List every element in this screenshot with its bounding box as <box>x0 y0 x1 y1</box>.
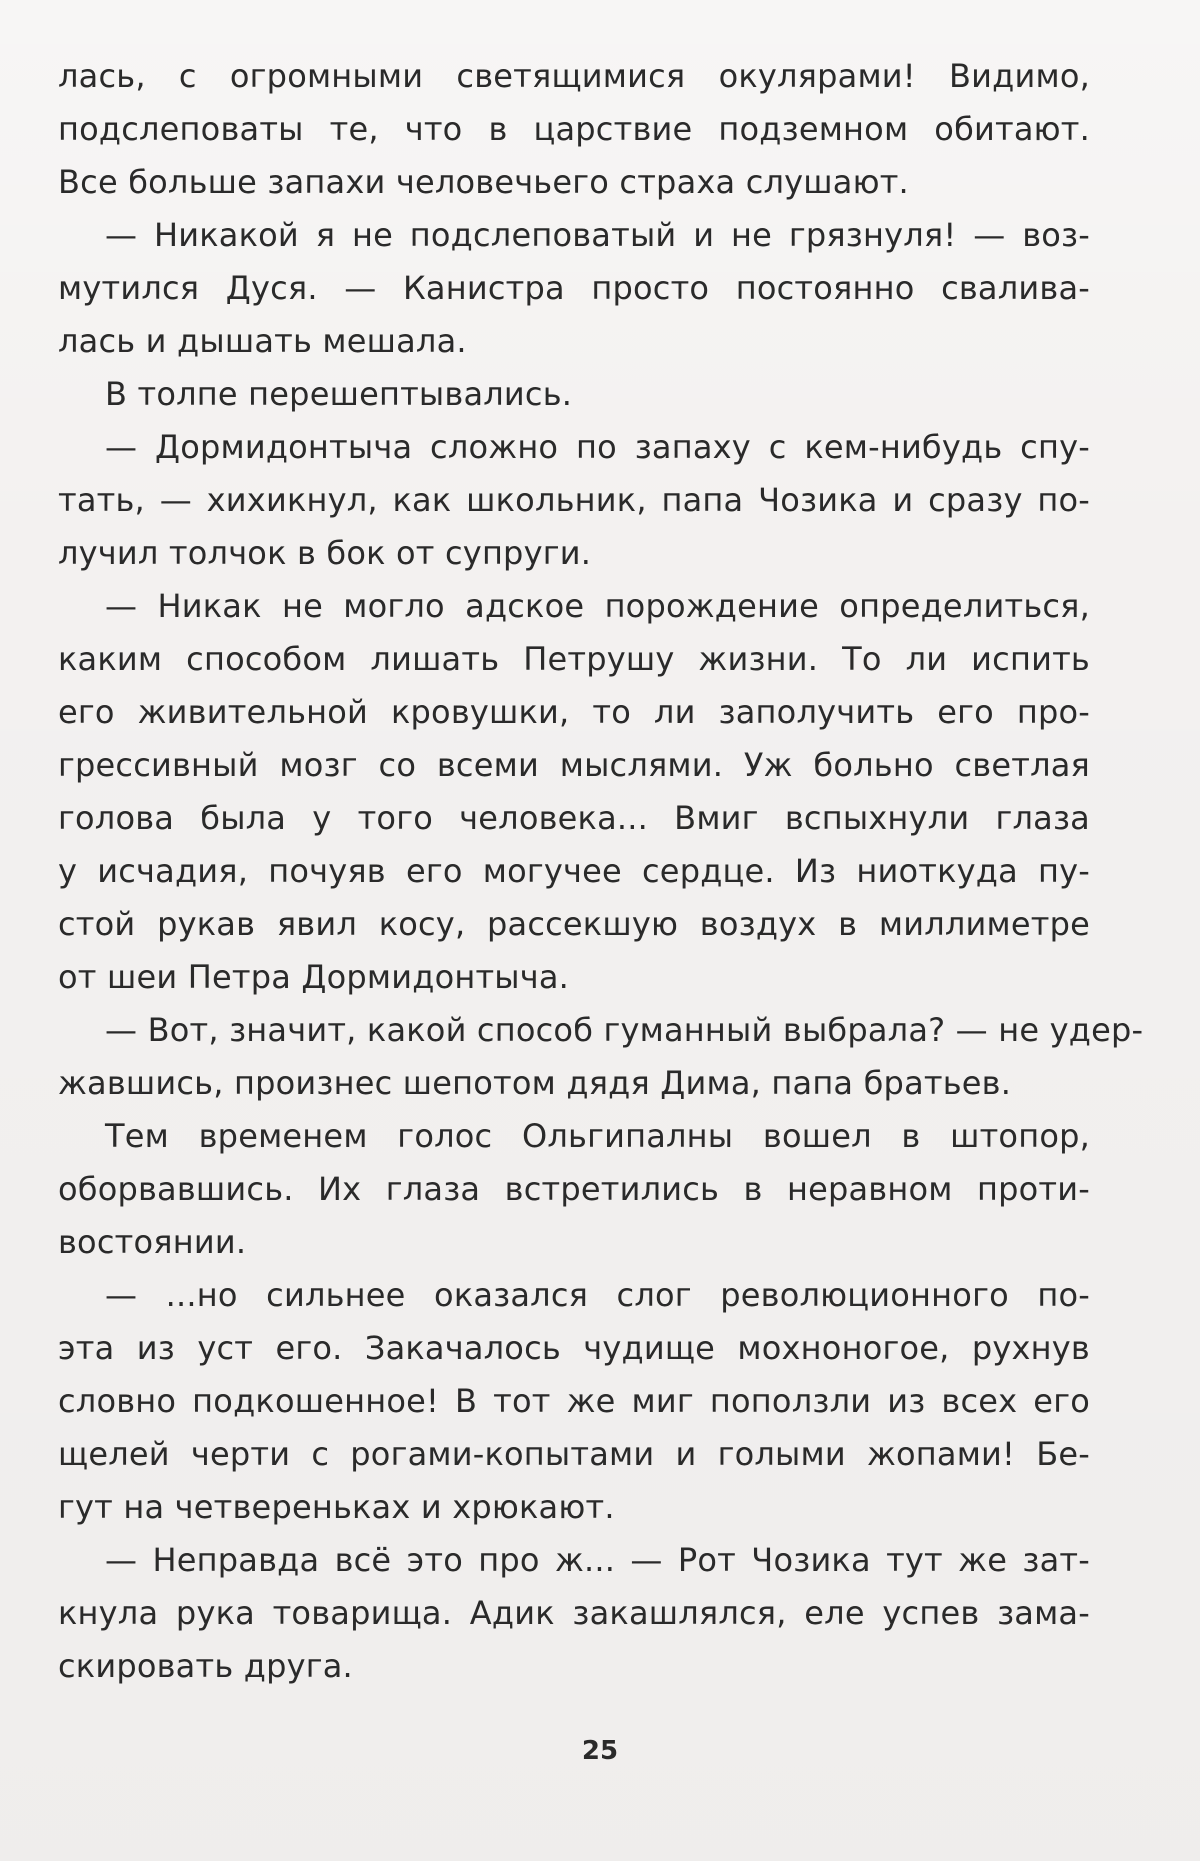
text-line: подслеповаты те, что в царствие подземном обитают. <box>58 110 1090 148</box>
text-line: — Никак не могло адское порождение определиться, <box>105 587 1090 625</box>
text-line: мутился Дуся. — Канистра просто постоянно свалива- <box>58 269 1090 307</box>
text-line: Тем временем голос Ольгипалны вошел в штопор, <box>105 1117 1090 1155</box>
text-line: каким способом лишать Петрушу жизни. То ли испить <box>58 640 1090 678</box>
page-number: 25 <box>581 1736 619 1766</box>
text-line: гут на четвереньках и хрюкают. <box>58 1488 615 1526</box>
text-line: лась, с огромными светящимися окулярами! Видимо, <box>58 57 1090 95</box>
text-line: у исчадия, почуяв его могучее сердце. Из ниоткуда пу- <box>58 852 1090 890</box>
text-line: жавшись, произнес шепотом дядя Дима, папа братьев. <box>58 1064 1012 1102</box>
text-line: лась и дышать мешала. <box>58 322 467 360</box>
text-line: эта из уст его. Закачалось чудище мохноногое, рухнув <box>58 1329 1090 1367</box>
text-line: скировать друга. <box>58 1647 353 1685</box>
text-line: оборвавшись. Их глаза встретились в неравном проти- <box>58 1170 1090 1208</box>
text-line: Все больше запахи человечьего страха слушают. <box>58 163 909 201</box>
text-line: — Вот, значит, какой способ гуманный выбрала? — не удер- <box>105 1011 1144 1049</box>
text-line: — ...но сильнее оказался слог революционного по- <box>105 1276 1090 1314</box>
text-line: востоянии. <box>58 1223 247 1261</box>
text-line: лучил толчок в бок от супруги. <box>58 534 592 572</box>
text-line: — Неправда всё это про ж... — Рот Чозика тут же зат- <box>105 1541 1090 1579</box>
text-line: — Никакой я не подслеповатый и не грязнуля! — воз- <box>105 216 1090 254</box>
text-line: В толпе перешептывались. <box>105 375 573 413</box>
text-line: его живительной кровушки, то ли заполучить его про- <box>58 693 1090 731</box>
text-line: — Дормидонтыча сложно по запаху с кем-нибудь спу- <box>105 428 1090 466</box>
text-line: тать, — хихикнул, как школьник, папа Чозика и сразу по- <box>58 481 1090 519</box>
page-text <box>58 50 1144 1693</box>
text-line: от шеи Петра Дормидонтыча. <box>58 958 570 996</box>
text-line: грессивный мозг со всеми мыслями. Уж больно светлая <box>58 746 1090 784</box>
text-line: голова была у того человека... Вмиг вспыхнули глаза <box>58 799 1090 837</box>
text-line: кнула рука товарища. Адик закашлялся, еле успев зама- <box>58 1594 1090 1632</box>
text-line: стой рукав явил косу, рассекшую воздух в миллиметре <box>58 905 1090 943</box>
text-line: щелей черти с рогами-копытами и голыми жопами! Бе- <box>58 1435 1090 1473</box>
text-line: словно подкошенное! В тот же миг поползли из всех его <box>58 1382 1090 1420</box>
